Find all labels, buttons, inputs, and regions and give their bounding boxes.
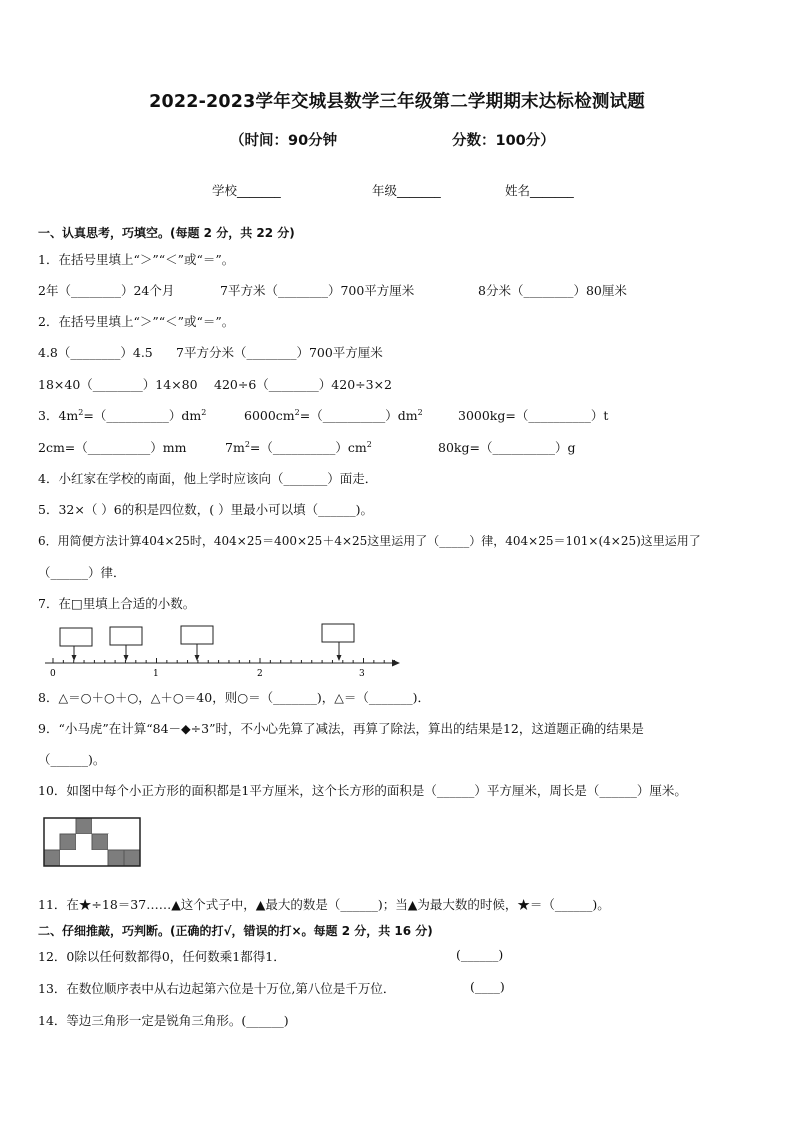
blank-square [124,834,140,850]
section-1-heading: 一、认真思考，巧填空。(每题 2 分，共 22 分) [38,226,295,240]
blank-square [76,834,92,850]
q1-stem: 1．在括号里填上“＞”“＜”或“＝”。 [38,252,235,267]
answer-box-2[interactable] [110,627,142,645]
q5: 5．32×（ ）6的积是四位数，( ）里最小可以填（______)。 [38,502,373,517]
answer-box-3[interactable] [181,626,213,644]
q13-blank[interactable]: (____) [470,979,505,994]
number-line-figure [38,618,408,680]
page-title: 2022-2023学年交城县数学三年级第二学期期末达标检测试题 [149,92,645,112]
grade-field[interactable]: 年级_______ [372,183,441,198]
q10: 10．如图中每个小正方形的面积都是1平方厘米，这个长方形的面积是（______）平方厘米，周长是（______）厘米。 [38,783,687,798]
q8: 8．△＝○＋○＋○，△＋○＝40，则○＝（_______)，△＝（_______)． [38,690,430,705]
q14: 14．等边三角形一定是锐角三角形。(______) [38,1013,289,1028]
time-label: （时间：90分钟 [230,133,338,149]
square-grid-figure [43,815,141,875]
blank-square [124,818,140,834]
q12: 12．0除以任何数都得0，任何数乘1都得1． [38,949,286,964]
q1-c: 8分米（________）80厘米 [478,283,627,298]
shaded-square [44,850,60,866]
q3-b: $6000cm^2=(\_\_\_\_\_\_\_\_\_\_)dm^2$ [244,407,423,423]
answer-box-4[interactable] [322,624,354,642]
q3-d: 2cm=（__________）mm [38,440,187,455]
q13: 13．在数位顺序表中从右边起第六位是十万位,第八位是千万位． [38,981,396,996]
q2-a: 4.8（________）4.5 [38,345,153,360]
blank-square [108,834,124,850]
q3-a: 3．$4m^2=(\_\_\_\_\_\_\_\_\_\_)dm^2$ [38,407,207,423]
q2-d: 420÷6（________）420÷3×2 [214,377,392,392]
q2-stem: 2．在括号里填上“＞”“＜”或“＝”。 [38,314,235,329]
q3-c: 3000kg=（__________）t [458,408,609,423]
q3-f: 80kg=（__________）g [438,440,576,455]
q3-e: $7m^2=(\_\_\_\_\_\_\_\_\_\_)cm^2$ [225,439,372,455]
shaded-square [76,818,92,834]
shaded-square [92,834,108,850]
tick-label-1: 1 [153,669,159,679]
blank-square [44,818,60,834]
section-2-heading: 二、仔细推敲，巧判断。(正确的打√，错误的打×。每题 2 分，共 16 分) [38,924,433,938]
q6-line1: 6．用简便方法计算404×25时，404×25＝400×25＋4×25这里运用了（_____）律，404×25＝101×(4×25)这里运用了 [38,534,701,548]
blank-square [108,818,124,834]
shaded-square [108,850,124,866]
tick-label-3: 3 [359,669,365,679]
q2-b: 7平方分米（________）700平方厘米 [176,345,383,360]
q6-line2: （______）律． [38,565,126,580]
name-field[interactable]: 姓名_______ [505,183,574,198]
q12-blank[interactable]: (______) [456,947,504,962]
blank-square [60,850,76,866]
axis-arrow [392,660,400,667]
q9-line1: 9．“小马虎”在计算“84－◆÷3”时，不小心先算了减法，再算了除法，算出的结果是12，这道题正确的结果是 [38,721,644,736]
tick-label-2: 2 [257,669,263,679]
blank-square [92,818,108,834]
blank-square [92,850,108,866]
q4: 4．小红家在学校的南面，他上学时应该向（_______）面走． [38,471,378,486]
q11: 11．在★÷18＝37……▲这个式子中，▲最大的数是（______)；当▲为最大数的时候，★＝（______)。 [38,897,610,912]
shaded-square [124,850,140,866]
tick-label-0: 0 [50,669,56,679]
blank-square [76,850,92,866]
blank-square [44,834,60,850]
q7-stem: 7．在□里填上合适的小数。 [38,596,196,611]
score-label: 分数：100分） [452,133,555,149]
shaded-square [60,834,76,850]
q2-c: 18×40（________）14×80 [38,377,198,392]
q9-line2: （______)。 [38,752,106,767]
q1-a: 2年（________）24个月 [38,283,175,298]
number-line-ticks [53,658,395,663]
answer-box-1[interactable] [60,628,92,646]
school-field[interactable]: 学校_______ [212,183,281,198]
blank-square [60,818,76,834]
q1-b: 7平方米（________）700平方厘米 [220,283,415,298]
